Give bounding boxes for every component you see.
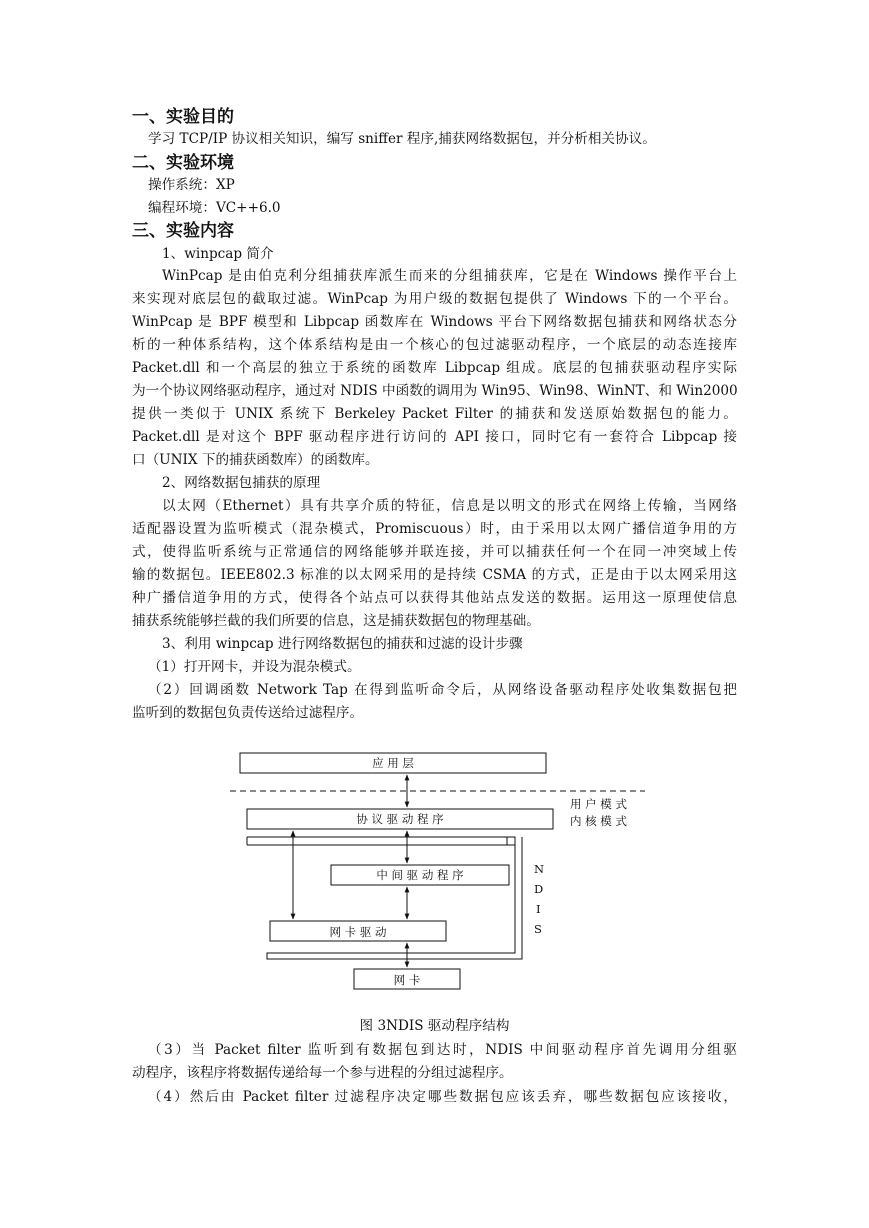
user-mode-label: 用 户 模 式: [570, 797, 627, 811]
paragraph-line: 种广播信道争用的方式，使得各个站点可以获得其他站点发送的数据。运用这一原理使信息: [132, 590, 737, 606]
ndis-frame-top: [247, 837, 507, 845]
ndis-letter: N: [534, 862, 545, 876]
paragraph-line: 输的数据包。IEEE802.3 标准的以太网采用的是持续 CSMA 的方式，正是由于以太网采用这: [132, 567, 737, 583]
subsection-title-winpcap: 1、winpcap 简介: [162, 246, 274, 262]
paragraph-line: 适配器设置为监听模式（混杂模式，Promiscuous）时，由于采用以太网广播信道争用的方: [132, 521, 737, 537]
paragraph-line: 捕获系统能够拦截的我们所要的信息，这是捕获数据包的物理基础。: [132, 613, 540, 629]
paragraph-line: Packet.dll 是对这个 BPF 驱动程序进行访问的 API 接口，同时它有一套符合 Libpcap 接: [132, 429, 737, 445]
section-heading-purpose: 一、实验目的: [132, 107, 234, 127]
ndis-letter: I: [536, 902, 541, 916]
paragraph-line: WinPcap 是由伯克利分组捕获库派生而来的分组捕获库，它是在 Windows 操作平台上: [162, 268, 737, 284]
paragraph-line: 析的一种体系结构，这个体系结构是由一个核心的包过滤驱动程序，一个底层的动态连接库: [132, 337, 737, 353]
paragraph-line: 为一个协议网络驱动程序，通过对 NDIS 中函数的调用为 Win95、Win98、WinNT、和 Win2000: [132, 383, 738, 399]
subsection-title-steps: 3、利用 winpcap 进行网络数据包的捕获和过滤的设计步骤: [162, 636, 523, 652]
ndis-letter: S: [534, 922, 542, 936]
environment-os: 操作系统：XP: [148, 177, 235, 193]
nic-label: 网 卡: [393, 973, 421, 987]
step-4-line: （4）然后由 Packet filter 过滤程序决定哪些数据包应该丢弃，哪些数据包应该接收，: [148, 1089, 737, 1105]
step-3-line: （3）当 Packet filter 监听到有数据包到达时，NDIS 中间驱动程序首先调用分组驱: [148, 1042, 737, 1058]
protocol-driver-label: 协 议 驱 动 程 序: [356, 812, 444, 826]
paragraph-line: WinPcap 是 BPF 模型和 Libpcap 函数库在 Windows 平台下网络数据包捕获和网络状态分: [132, 314, 737, 330]
purpose-text: 学习 TCP/IP 协议相关知识，编写 sniffer 程序,捕获网络数据包，并分析相关协议。: [148, 131, 656, 147]
kernel-mode-label: 内 核 模 式: [570, 814, 627, 828]
step-2-line: 监听到的数据包负责传送给过滤程序。: [132, 705, 364, 721]
section-heading-content: 三、实验内容: [132, 221, 234, 241]
nic-driver-label: 网 卡 驱 动: [329, 925, 387, 939]
paragraph-line: 提供一类似于 UNIX 系统下 Berkeley Packet Filter 的捕获和发送原始数据包的能力。: [132, 406, 737, 422]
step-1: （1）打开网卡，并设为混杂模式。: [148, 659, 361, 675]
paragraph-line: 来实现对底层包的截取过滤。WinPcap 为用户级的数据包提供了 Windows 下的一个平台。: [132, 291, 737, 307]
app-layer-label: 应 用 层: [372, 756, 414, 770]
figure-caption: 图 3NDIS 驱动程序结构: [359, 1018, 510, 1034]
paragraph-line: Packet.dll 和一个高层的独立于系统的函数库 Libpcap 组成。底层的包捕获驱动程序实际: [132, 360, 737, 376]
step-2-line: （2）回调函数 Network Tap 在得到监听命令后，从网络设备驱动程序处收集数据包把: [148, 682, 737, 698]
paragraph-line: 式，使得监听系统与正常通信的网络能够并联连接，并可以捕获任何一个在同一冲突域上传: [132, 544, 737, 560]
middle-driver-label: 中 间 驱 动 程 序: [376, 868, 464, 882]
paragraph-line: 口（UNIX 下的捕获函数库）的函数库。: [132, 452, 379, 468]
environment-ide: 编程环境：VC++6.0: [148, 200, 281, 216]
ndis-structure-diagram: [220, 745, 660, 1000]
subsection-title-principle: 2、网络数据包捕获的原理: [162, 475, 321, 491]
ndis-letter: D: [534, 882, 544, 896]
step-3-line: 动程序，该程序将数据传递给每一个参与进程的分组过滤程序。: [132, 1065, 513, 1081]
section-heading-environment: 二、实验环境: [132, 153, 234, 173]
paragraph-line: 以太网（Ethernet）具有共享介质的特征，信息是以明文的形式在网络上传输，当网络: [162, 498, 737, 514]
